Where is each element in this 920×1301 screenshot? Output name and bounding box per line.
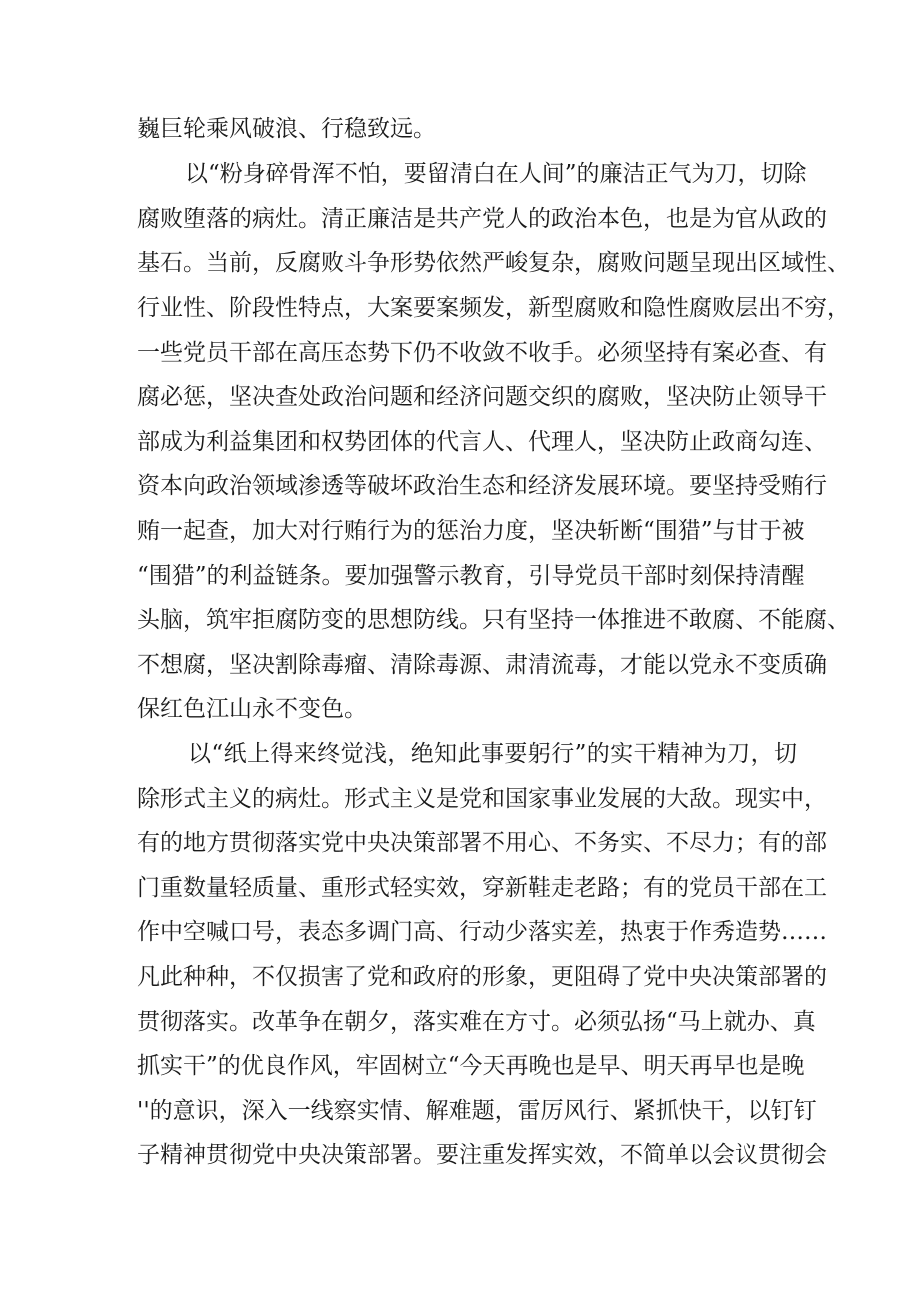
text-line: 一些党员干部在高压态势下仍不收敛不收手。必须坚持有案必查、有 — [137, 340, 827, 366]
text-line: 子精神贯彻党中央决策部署。要注重发挥实效，不简单以会议贯彻会 — [137, 1142, 827, 1168]
text-line: 抓实干”的优良作风，牢固树立“今天再晚也是早、明天再早也是晚 — [137, 1053, 805, 1079]
text-line: 保红色江山永不变色。 — [137, 696, 367, 722]
text-line: 作中空喊口号，表态多调门高、行动少落实差，热衷于作秀造势…… — [137, 919, 827, 945]
text-line: 贿一起查，加大对行贿行为的惩治力度，坚决斩断“围猎”与甘于被 — [137, 518, 805, 544]
text-line: 门重数量轻质量、重形式轻实效，穿新鞋走老路；有的党员干部在工 — [137, 875, 827, 901]
text-line: ''的意识，深入一线察实情、解难题，雷厉风行、紧抓快干，以钉钉 — [137, 1098, 817, 1124]
text-line: “围猎”的利益链条。要加强警示教育，引导党员干部时刻保持清醒 — [137, 563, 805, 589]
text-line: 凡此种种，不仅损害了党和政府的形象，更阻碍了党中央决策部署的 — [137, 964, 827, 990]
text-line: 行业性、阶段性特点，大案要案频发，新型腐败和隐性腐败层出不穷， — [137, 295, 850, 321]
text-line: 头脑，筑牢拒腐防变的思想防线。只有坚持一体推进不敢腐、不能腐、 — [137, 607, 850, 633]
paragraph-start-line: 以“粉身碎骨浑不怕，要留清白在人间”的廉洁正气为刀，切除 — [185, 161, 807, 187]
text-line: 腐败堕落的病灶。清正廉洁是共产党人的政治本色，也是为官从政的 — [137, 206, 827, 232]
text-line: 不想腐，坚决割除毒瘤、清除毒源、肃清流毒，才能以党永不变质确 — [137, 652, 827, 678]
text-line: 基石。当前，反腐败斗争形势依然严峻复杂，腐败问题呈现出区域性、 — [137, 250, 850, 276]
text-line: 有的地方贯彻落实党中央决策部署不用心、不务实、不尽力；有的部 — [137, 830, 827, 856]
text-line: 腐必惩，坚决查处政治问题和经济问题交织的腐败，坚决防止领导干 — [137, 384, 827, 410]
text-line: 除形式主义的病灶。形式主义是党和国家事业发展的大敌。现实中， — [137, 786, 827, 812]
text-line: 资本向政治领域渗透等破坏政治生态和经济发展环境。要坚持受贿行 — [137, 473, 827, 499]
text-line: 贯彻落实。改革争在朝夕，落实难在方寸。必须弘扬“马上就办、真 — [137, 1009, 816, 1035]
text-line: 部成为利益集团和权势团体的代言人、代理人，坚决防止政商勾连、 — [137, 429, 827, 455]
text-line: 巍巨轮乘风破浪、行稳致远。 — [137, 116, 436, 142]
paragraph-start-line: 以“纸上得来终觉浅，绝知此事要躬行”的实干精神为刀，切 — [188, 741, 797, 767]
